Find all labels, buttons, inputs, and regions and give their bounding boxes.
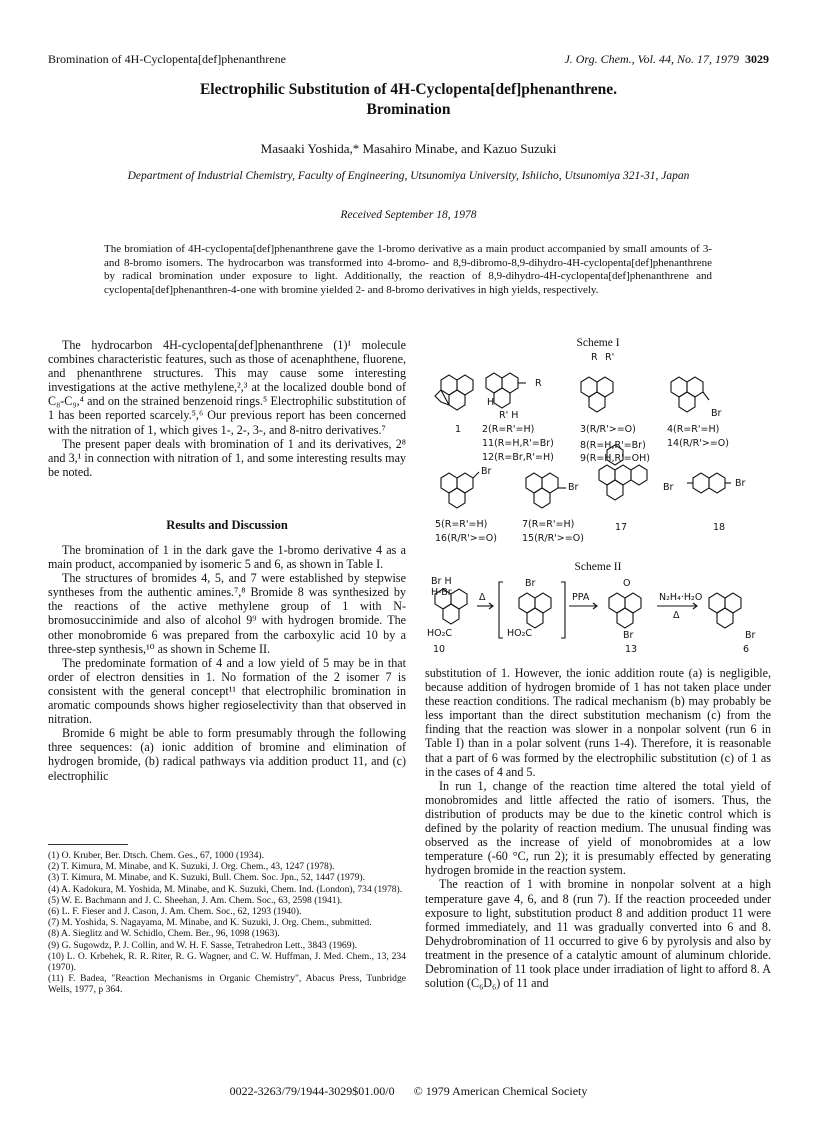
footnote-rule (48, 844, 128, 845)
label-4: 4(R=R'=H) (667, 424, 720, 435)
title-line-2: Bromination (366, 101, 451, 118)
label-13: 13 (625, 644, 638, 655)
label-br-4: Br (711, 408, 722, 419)
label-6: 6 (743, 644, 750, 655)
scheme-1 (425, 352, 771, 554)
references (48, 850, 406, 996)
article-code: 0022-3263/79/1944-3029$01.00/0 (229, 1084, 395, 1098)
label-rph: R' H (499, 410, 519, 421)
label-rp: R' (605, 352, 615, 363)
label-br-int: Br (525, 578, 536, 589)
label-brh: Br H (431, 576, 452, 587)
reference-item: (1) O. Kruber, Ber. Dtsch. Chem. Ges., 67, 1000 (1934). (48, 850, 264, 861)
label-5: 5(R=R'=H) (435, 519, 488, 530)
reference-item: (10) L. O. Krbehek, R. R. Riter, R. G. Wagner, and C. W. Huffman, J. Med. Chem., 13, 234 (1970). (48, 950, 406, 974)
structure-7 (526, 473, 566, 508)
label-11: 11(R=H,R'=Br) (482, 438, 554, 449)
abstract: The bromiation of 4H-cyclopenta[def]phenanthrene gave the 1-bromo derivative as a main product accompanied by small amounts of 3- and 8-bromo isomers. The hydrocarbon was transformed into 4-bromo- and 8,9-dibromo-8,9-dihydro-4H-cyclopenta[def]phenanthrene by radical bromination under exposure to light. Additionally, the reaction of 8,9-dihydro-4H-cyclopenta[def]phenanthrene and cyclopenta[def]phenanthren-4-one with bromine yielded 2- and 8-bromo derivatives in high yields, respectively. (104, 243, 712, 296)
body-paragraph: In run 1, change of the reaction time altered the total yield of monobromides and little affected the ratio of isomers. Thus, the distribution of products may be due to the kinetic control which is defined by the polarity of reaction medium. The unusual finding was observed as the increase of yield of monobromides at a low temperature (-60 °C, run 2); it is presumably effected by generating hydrogen bromide in the reaction system. (425, 778, 771, 878)
structure-3 (581, 377, 613, 412)
label-15: 15(R/R'>=O) (522, 533, 584, 544)
label-3: 3(R/R'>=O) (580, 424, 636, 435)
label-1: 1 (455, 424, 462, 435)
intro-paragraph: The present paper deals with bromination of 1 and its derivatives, 2⁸ and 3,¹ in connection with nitration of 1, and some interesting results may be noted. (48, 436, 406, 479)
label-ho2c-2: HO₂C (507, 628, 533, 639)
reference-item: (11) F. Badea, "Reaction Mechanisms in Organic Chemistry", Abacus Press, Tunbridge Wells, 1977, p 364. (48, 973, 406, 996)
label-delta-2: Δ (673, 610, 680, 621)
page-number: 3029 (745, 52, 769, 66)
body-paragraph: The reaction of 1 with bromine in nonpolar solvent at a high temperature gave 4, 6, and 8 (run 7). If the reaction proceeded under exposure to light, substitution product 8 and addition product 11 were formed immediately, and 11 was gradually converted into 6 and 8. Dehydrobromination of 11 occurred to give 6 by pyrolysis and also by treatment in the presence of a catalytic amount of aluminum chloride. Debromination of 11 took place under irradiation of light to afford 8. A solution (C₆D₆) of 11 and (425, 877, 771, 991)
results-paragraph: The bromination of 1 in the dark gave the 1-bromo derivative 4 as a main product, accompanied by isomeric 5 and 6, as shown in Table I. (48, 543, 406, 572)
authors: Masaaki Yoshida,* Masahiro Minabe, and Kazuo Suzuki (260, 141, 557, 156)
bracket-left (499, 582, 503, 638)
right-column-text (425, 666, 771, 990)
label-7: 7(R=R'=H) (522, 519, 575, 530)
bracket-right (561, 582, 565, 638)
reference-item: (6) L. F. Fieser and J. Cason, J. Am. Chem. Soc., 62, 1293 (1940). (48, 906, 302, 918)
structure-6 (709, 593, 741, 628)
running-header-right (564, 52, 769, 67)
label-8: 8(R=H,R'=Br) (580, 440, 646, 451)
label-r-side: R (535, 378, 542, 389)
label-br-18b: Br (735, 478, 746, 489)
label-br-18a: Br (663, 482, 674, 493)
reference-item: (9) G. Sugowdz, P. J. Collin, and W. H. F. Sasse, Tetrahedron Lett., 3843 (1969). (48, 939, 358, 951)
label-br-5: Br (481, 466, 492, 477)
section-heading: Results and Discussion (166, 518, 288, 532)
label-hbr: H-Br (431, 587, 452, 598)
label-br-7: Br (568, 482, 579, 493)
results-paragraph: The predominate formation of 4 and a low yield of 5 may be in that order of electron densities in 1. No formation of the 2 isomer 7 is consistent with the general concept¹¹ that electrophilic bromination in aromatic compounds shows higher regioselectivity than that observed in nitration. (48, 655, 406, 727)
intro-paragraph: The hydrocarbon 4H-cyclopenta[def]phenanthrene (1)¹ molecule combines characteristic features, such as those of acenaphthene, fluorene, and phenanthrene structures. This may cause some interesting investigations at the active methylene,²,³ at the localized double bond of C₈-C₉,⁴ and on the strained benzenoid rings.⁵ Electrophilic substitution of 1 has been reported scarcely.⁵,⁶ Our previous report has been concerned with the nitration of 1, which gives 1-, 2-, 3-, and 8-nitro derivatives.⁷ (48, 338, 406, 437)
running-header-left: Bromination of 4H-Cyclopenta[def]phenanthrene (48, 52, 286, 66)
structure-4 (671, 377, 709, 412)
scheme-2 (425, 576, 771, 662)
title-line-1: Electrophilic Substitution of 4H-Cyclopenta[def]phenanthrene. (199, 81, 618, 98)
label-br-13: Br (623, 630, 634, 641)
page-footer (48, 1084, 769, 1099)
scheme-2-title: Scheme II (574, 561, 622, 573)
label-2: 2(R=R'=H) (482, 424, 535, 435)
label-18: 18 (713, 522, 726, 533)
reference-item: (7) M. Yoshida, S. Nagayama, M. Minabe, and K. Suzuki, J. Org. Chem., submitted. (48, 917, 372, 929)
label-br-6: Br (745, 630, 756, 641)
structure-5 (441, 472, 479, 508)
label-r: R (591, 352, 598, 363)
scheme-1-title: Scheme I (576, 337, 620, 349)
reference-item: (3) T. Kimura, M. Minabe, and K. Suzuki, Bull. Chem. Soc. Jpn., 52, 1447 (1979). (48, 872, 366, 884)
label-delta-1: Δ (479, 592, 486, 603)
label-10: 10 (433, 644, 446, 655)
label-14: 14(R/R'>=O) (667, 438, 729, 449)
results-paragraph: The structures of bromides 4, 5, and 7 were established by stepwise syntheses from the authentic amines.⁷,⁸ Bromide 8 was synthesized by the reactions of the active methylene group of 1 with N-bromosuccinimide and also of alcohol 9⁹ with hydrogen bromide. The other monobromide 6 was prepared from the carboxylic acid 10 by a three-step synthesis,¹⁰ as shown in Scheme II. (48, 571, 406, 656)
label-o: O (623, 578, 631, 589)
copyright: © 1979 American Chemical Society (413, 1084, 588, 1098)
label-ho2c-1: HO₂C (427, 628, 453, 639)
article-title (60, 80, 757, 120)
reference-item: (5) W. E. Bachmann and J. C. Sheehan, J. Am. Chem. Soc., 63, 2598 (1941). (48, 894, 343, 906)
reference-item: (8) A. Sieglitz and W. Schidlo, Chem. Ber., 96, 1098 (1963). (48, 928, 280, 940)
label-reagent: N₂H₄·H₂O (659, 592, 703, 603)
intro-text (48, 338, 406, 479)
structure-13 (609, 593, 641, 628)
label-17: 17 (615, 522, 628, 533)
label-ppa: PPA (572, 592, 590, 603)
structure-intermediate (519, 593, 551, 628)
label-12: 12(R=Br,R'=H) (482, 452, 554, 463)
label-9: 9(R=H,R'=OH) (580, 453, 650, 464)
reference-item: (4) A. Kadokura, M. Yoshida, M. Minabe, and K. Suzuki, Chem. Ind. (London), 734 (1978). (48, 883, 403, 895)
results-text (48, 543, 406, 783)
results-paragraph: Bromide 6 might be able to form presumably through the following three sequences: (a) ionic addition of bromine and elimination of hydrogen bromide, (b) radical pathways via addition product 11, and (c) electrophilic (48, 726, 406, 783)
scheme-2-structures (425, 576, 771, 662)
affiliation: Department of Industrial Chemistry, Faculty of Engineering, Utsunomiya University, Ishiicho, Utsunomiya 321-31, Japan (127, 170, 690, 182)
label-h: H (487, 397, 495, 408)
structure-18 (687, 473, 731, 493)
journal-citation: J. Org. Chem., Vol. 44, No. 17, 1979 (564, 52, 739, 66)
received-date: Received September 18, 1978 (340, 209, 477, 221)
body-paragraph: substitution of 1. However, the ionic addition route (a) is negligible, because addition of hydrogen bromide of 1 has not taken place under these reaction conditions. The radical mechanism (b) may probably be less important than the direct substitution mechanism (c) from the finding that the reaction was slower in a nonpolar solvent (run 6 in Table I) than in a polar solvent (runs 1-4). Therefore, it is reasonable that a part of 6 was formed by the electrophilic substitution (c) of 1 as in the cases of 4 and 5. (425, 666, 771, 779)
structure-1 (435, 375, 473, 410)
label-16: 16(R/R'>=O) (435, 533, 497, 544)
reference-item: (2) T. Kimura, M. Minabe, and K. Suzuki, J. Org. Chem., 43, 1247 (1978). (48, 861, 335, 873)
